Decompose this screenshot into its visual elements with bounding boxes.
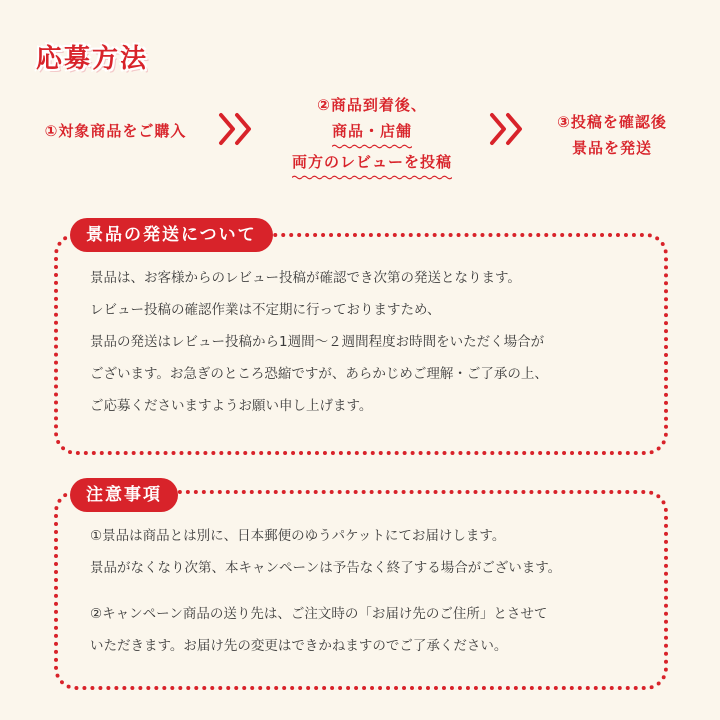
notice-line: ご応募くださいますようお願い申し上げます。	[90, 398, 373, 414]
caution-line: ②キャンペーン商品の送り先は、ご注文時の「お届け先のご住所」とさせて	[90, 606, 548, 622]
caution-item-2	[90, 598, 660, 662]
step-2	[262, 92, 482, 180]
notice-heading: 景品の発送について	[70, 218, 273, 252]
step-2-line-2: 商品・店舗	[332, 118, 412, 149]
notice-line: ございます。お急ぎのところ恐縮ですが、あらかじめご理解・ご了承の上、	[90, 366, 548, 382]
step-3-line-1: ③投稿を確認後	[557, 113, 667, 131]
notice-body	[90, 262, 660, 422]
caution-line: いただきます。お届け先の変更はできかねますのでご了承ください。	[90, 638, 508, 654]
notice-line: 景品は、お客様からのレビュー投稿が確認でき次第の発送となります。	[90, 270, 521, 286]
step-2-line-3: 両方のレビューを投稿	[292, 149, 452, 180]
caution-line: 景品がなくなり次第、本キャンペーンは予告なく終了する場合がございます。	[90, 560, 562, 576]
caution-item-1	[90, 520, 660, 584]
step-1-label: ①対象商品をご購入	[44, 122, 187, 140]
page-title: 応募方法	[36, 44, 149, 74]
notice-line: 景品の発送はレビュー投稿から1週間〜２週間程度お時間をいただく場合が	[90, 334, 545, 350]
notice-line: レビュー投稿の確認作業は不定期に行っておりますため、	[90, 302, 441, 318]
double-chevron-right-icon	[217, 111, 257, 147]
step-1	[28, 118, 203, 144]
caution-line: ①景品は商品とは別に、日本郵便のゆうパケットにてお届けします。	[90, 528, 506, 544]
caution-heading: 注意事項	[70, 478, 178, 512]
step-3	[532, 109, 692, 161]
step-3-line-2: 景品を発送	[571, 139, 652, 157]
double-chevron-right-icon	[488, 111, 528, 147]
step-2-line-1: ②商品到着後、	[317, 96, 427, 114]
